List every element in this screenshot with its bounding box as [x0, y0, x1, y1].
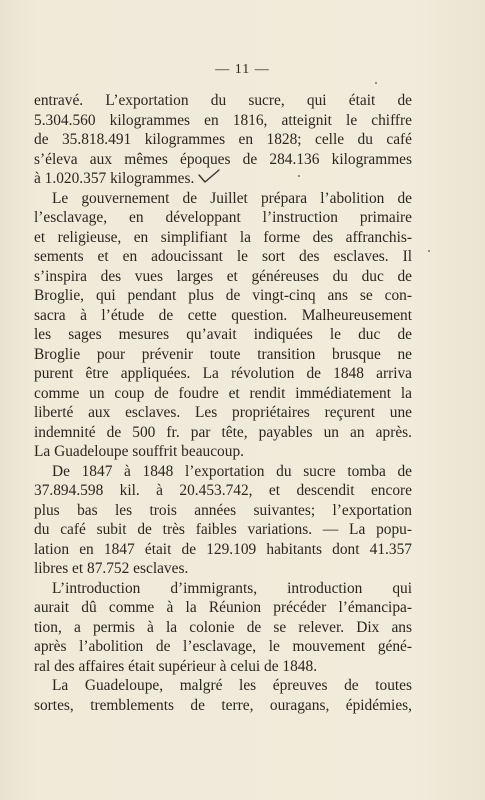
text-line: 37.894.598 kil. à 20.453.742, et descendit encore: [34, 482, 412, 499]
pencil-check-mark: [197, 168, 221, 184]
text-line: aurait dû comme à la Réunion précéder l’émancipa-: [34, 599, 412, 616]
text-line: tion, a permis à la colonie de se relever. Dix ans: [34, 618, 412, 636]
text-line: purent être appliquées. La révolution de 1848 arriva: [34, 365, 412, 382]
body-text: [34, 91, 412, 715]
text-line: ral des affaires était supérieur à celui de 1848.: [34, 657, 318, 675]
text-line: s’inspira des vues larges et généreuses du duc de: [34, 267, 412, 285]
text-line: l’esclavage, en développant l’instruction primaire: [34, 209, 412, 226]
text-line: lation en 1847 était de 129.109 habitants dont 41.357: [34, 540, 412, 558]
text-line: libres et 87.752 esclaves.: [34, 560, 189, 577]
text-line: de 35.818.491 kilogrammes en 1828; celle du café: [34, 131, 412, 148]
text-line: liberté aux esclaves. Les propriétaires reçurent une: [34, 404, 412, 421]
text-line: La Guadeloupe souffrit beaucoup.: [34, 443, 244, 460]
ink-speck: [298, 175, 300, 177]
text-line: les sages mesures qu’avait indiquées le duc de: [34, 326, 412, 343]
text-line: indemnité de 500 fr. par tête, payables un an après.: [34, 423, 412, 441]
text-line: 5.304.560 kilogrammes en 1816, atteignit le chiffre: [34, 111, 412, 129]
text-line: De 1847 à 1848 l’exportation du sucre tomba de: [52, 462, 412, 480]
text-line: s’éleva aux mêmes époques de 284.136 kilogrammes: [34, 150, 412, 168]
text-line: sortes, tremblements de terre, ouragans, épidémies,: [34, 696, 412, 714]
page-number: — 11 —: [215, 62, 270, 77]
text-line: après l’abolition de l’esclavage, le mouvement géné-: [34, 638, 412, 655]
text-line: et religieuse, en simplifiant la forme des affranchis-: [34, 228, 412, 246]
text-line: du café subit de très faibles variations. — La popu-: [34, 521, 412, 538]
text-line: L’introduction d’immigrants, introduction qui: [52, 579, 412, 597]
text-line: sements et en adoucissant le sort des esclaves. Il: [34, 248, 412, 265]
text-line: Broglie pour prévenir toute transition brusque ne: [34, 345, 412, 363]
text-line: entravé. L’exportation du sucre, qui était de: [34, 92, 412, 109]
text-line: Le gouvernement de Juillet prépara l’abolition de: [52, 189, 412, 207]
text-line: La Guadeloupe, malgré les épreuves de toutes: [52, 677, 412, 694]
text-line: comme un coup de foudre et rendit immédiatement la: [34, 384, 412, 402]
ink-speck: [375, 82, 377, 84]
text-line: à 1.020.357 kilogrammes.: [34, 170, 195, 187]
text-line: Broglie, qui pendant plus de vingt-cinq ans se con-: [34, 287, 412, 304]
text-line: plus bas les trois années suivantes; l’exportation: [34, 501, 412, 519]
text-line: sacra à l’étude de cette question. Malheureusement: [34, 306, 412, 324]
ink-speck: [428, 250, 430, 252]
